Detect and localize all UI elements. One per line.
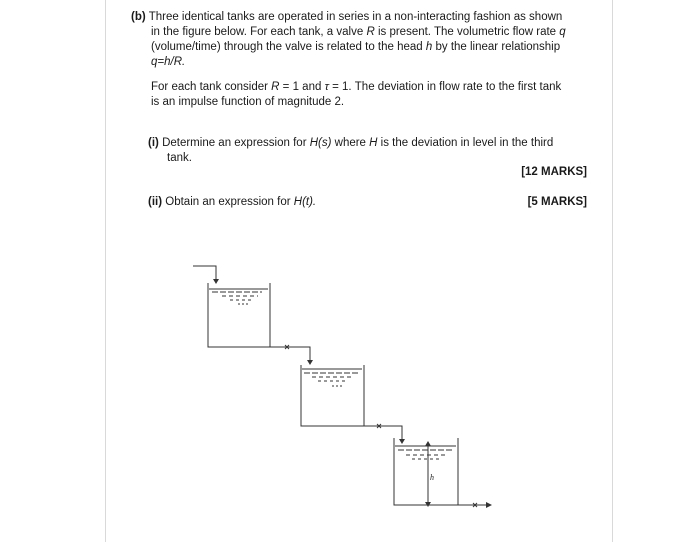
para2-line-2: is an impulse function of magnitude 2. [151, 96, 345, 108]
para2-e: = 1. The deviation in flow rate to the first tank [328, 81, 562, 93]
part-b-line-3c: by the linear relationship [432, 41, 561, 53]
part-b-line-4: q=h/R. [151, 56, 186, 68]
question-i-marks: [12 MARKS] [521, 166, 587, 178]
tank-3 [394, 438, 492, 508]
level-label-h: h [430, 473, 434, 482]
question-i-e: is the deviation in level in the third [377, 137, 554, 149]
question-ii-b: H(t). [293, 196, 317, 208]
part-b-line-1: Three identical tanks are operated in series in a non-interacting fashion as shown [148, 11, 563, 23]
tank-2 [301, 365, 405, 444]
question-i-line-2: tank. [167, 152, 192, 164]
part-b-line-2d: q [559, 26, 566, 38]
para2-b: R [271, 81, 280, 93]
part-b-line-2b: R [366, 26, 375, 38]
para2-c: = 1 and [279, 81, 325, 93]
para2-d: τ [324, 81, 329, 93]
question-i-label: (i) [148, 137, 159, 149]
part-b-line-3a: (volume/time) through the valve is related to the head [151, 41, 426, 53]
part-b-label: (b) [131, 11, 146, 23]
question-ii-a: Obtain an expression for [165, 196, 294, 208]
part-b-line-2a: in the figure below. For each tank, a valve [151, 26, 367, 38]
tank-1 [193, 266, 313, 365]
para2-a: For each tank consider [151, 81, 272, 93]
question-ii-label: (ii) [148, 196, 163, 208]
part-b-line-3b: h [425, 41, 433, 53]
question-i-d: H [369, 137, 378, 149]
question-i-c: where [331, 137, 370, 149]
part-b-line-2c: is present. The volumetric flow rate [374, 26, 560, 38]
question-i-a: Determine an expression for [162, 137, 310, 149]
question-ii-marks: [5 MARKS] [527, 196, 587, 208]
question-i-b: H(s) [309, 137, 332, 149]
